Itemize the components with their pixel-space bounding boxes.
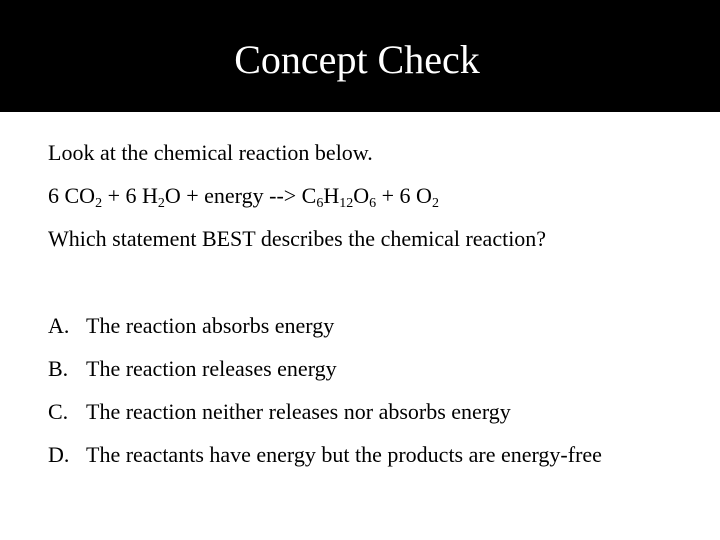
equation-part: 6 CO [48,183,96,208]
equation-part: + 6 H [102,183,158,208]
option-a [48,312,334,340]
equation-part: O [353,183,370,208]
equation-part: + 6 O [376,183,432,208]
option-text: The reaction absorbs energy [86,313,335,338]
equation-subscript: 6 [316,196,324,211]
option-d [48,441,602,469]
option-letter: B. [48,356,69,381]
option-c [48,398,511,426]
option-text: The reactants have energy but the products are energy-free [86,442,602,467]
option-letter: D. [48,442,70,467]
equation-subscript: 12 [339,196,354,211]
title-bar [0,0,720,112]
equation-subscript: 2 [95,196,103,211]
equation-part: H [323,183,340,208]
slide-title: Concept Check [234,37,480,82]
chemical-equation [48,182,439,210]
question-text: Which statement BEST describes the chemical reaction? [48,226,547,251]
option-letter: C. [48,399,69,424]
equation-subscript: 6 [369,196,377,211]
equation-subscript: 2 [157,196,165,211]
option-letter: A. [48,313,70,338]
equation-subscript: 2 [431,196,439,211]
intro-text: Look at the chemical reaction below. [48,140,373,165]
equation-part: O + energy --> C [164,183,317,208]
option-b [48,355,337,383]
option-text: The reaction releases energy [86,356,337,381]
option-text: The reaction neither releases nor absorbs energy [86,399,511,424]
